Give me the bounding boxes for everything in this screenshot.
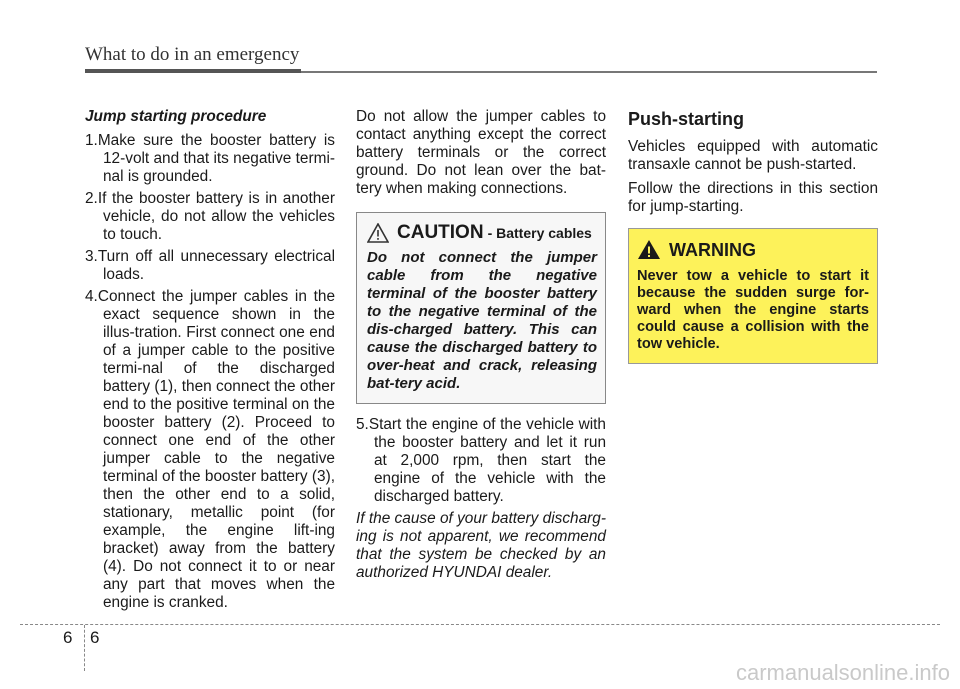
warning-triangle-icon	[637, 239, 661, 260]
push-starting-heading: Push-starting	[628, 109, 745, 129]
step-4: 4.Connect the jumper cables in the exact sequence shown in the illus-tration. First connect one end of a jumper cable to the positive termi-nal of the discharged battery (1), then connect the other end to the positive terminal on the booster battery (2). Proceed to connect one end of the other jumper cable to the negative terminal of the booster battery (3), then the other end to a solid, stationary, metallic point (for example, the engine lift-ing bracket) away from the battery (4). Do not connect it to or near any part that moves when the engine is cranked.	[85, 288, 335, 611]
caution-header	[367, 223, 597, 243]
push-start-paragraph-1: Vehicles equipped with automatic transaxle cannot be push-started.	[628, 138, 878, 173]
header-rule-dark	[85, 69, 301, 73]
column-left	[85, 108, 335, 616]
header-rule-light	[301, 71, 877, 73]
step-2: 2.If the booster battery is in another vehicle, do not allow the vehicles to touch.	[85, 190, 335, 243]
warning-label: WARNING	[669, 239, 756, 260]
watermark: carmanualsonline.info	[735, 660, 950, 685]
cable-contact-paragraph: Do not allow the jumper cables to contact anything except the correct battery terminals or the correct ground. Do not lean over the bat-tery when making connections.	[356, 108, 606, 197]
footer-rule	[20, 624, 940, 625]
chapter-number: 6	[63, 628, 73, 647]
page-number: 6	[90, 628, 100, 647]
footer-divider	[84, 625, 85, 671]
step-3: 3.Turn off all unnecessary electrical loads.	[85, 248, 335, 283]
push-start-paragraph-2: Follow the directions in this section for jump-starting.	[628, 180, 878, 215]
warning-text: Never tow a vehicle to start it because the sudden surge for-ward when the engine starts could cause a collision with the tow vehicle.	[637, 268, 869, 352]
caution-label: CAUTION	[397, 222, 484, 243]
caution-triangle-icon	[367, 223, 389, 243]
warning-header	[637, 239, 869, 260]
caution-text: Do not connect the jumper cable from the negative terminal of the booster battery to the negative terminal of the dis-charged battery. This can cause the discharged battery to over-heat and crack, releasing bat-tery acid.	[367, 249, 597, 392]
column-right	[628, 108, 878, 364]
step-5: 5.Start the engine of the vehicle with the booster battery and let it run at 2,000 rpm, then start the engine of the vehicle with the discharged battery.	[356, 416, 606, 505]
step-1: 1.Make sure the booster battery is 12-volt and that its negative termi-nal is grounded.	[85, 132, 335, 185]
column-middle	[356, 108, 606, 588]
caution-subtitle: - Battery cables	[487, 225, 592, 241]
warning-box	[628, 228, 878, 364]
dealer-note: If the cause of your battery discharg-ing is not apparent, we recommend that the system be checked by an authorized HYUNDAI dealer.	[356, 510, 606, 581]
caution-box	[356, 212, 606, 404]
jump-start-subheading: Jump starting procedure	[85, 108, 267, 125]
page-header-title: What to do in an emergency	[85, 44, 300, 65]
